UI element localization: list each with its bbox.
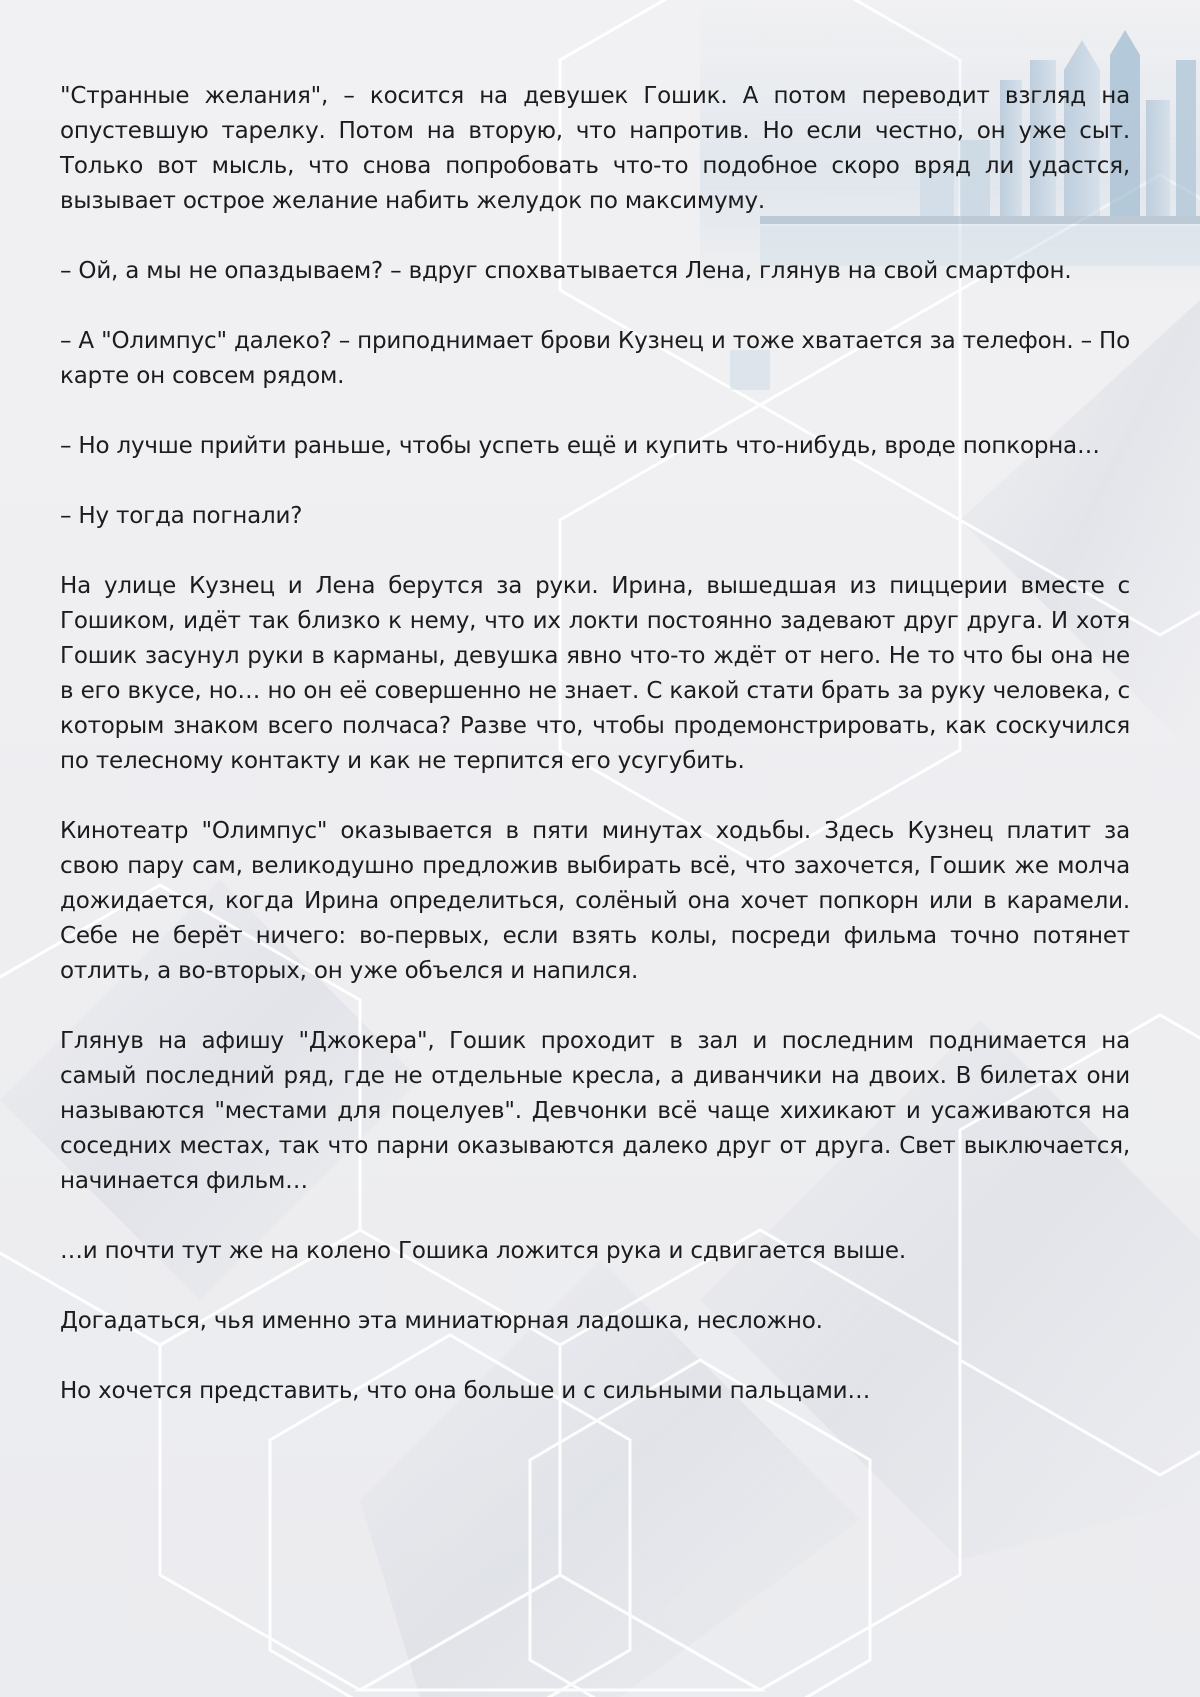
paragraph: – Ой, а мы не опаздываем? – вдруг спохватывается Лена, глянув на свой смартфон. bbox=[60, 258, 1072, 284]
paragraph: На улице Кузнец и Лена берутся за руки. Ирина, вышедшая из пиццерии вместе с Гошиком, идёт так близко к нему, что их локти постоянно задевают друг друга. И хотя Гошик засунул руки в карманы, девушка явно что-то ждёт от него. Не то что бы она не в его вкусе, но… но он её совершенно не знает. С какой стати брать за руку человека, с которым знаком всего полчаса? Разве что, чтобы продемонстрировать, как соскучился по телесному контакту и как не терпится его усугубить. bbox=[60, 573, 1130, 774]
paragraph: – Но лучше прийти раньше, чтобы успеть ещё и купить что-нибудь, вроде попкорна… bbox=[60, 433, 1100, 459]
paragraph: Глянув на афишу "Джокера", Гошик проходит в зал и последним поднимается на самый последний ряд, где не отдельные кресла, а диванчики на двоих. В билетах они называются "местами для поцелуев". Девчонки всё чаще хихикают и усаживаются на соседних местах, так что парни оказываются далеко друг от друга. Свет выключается, начинается фильм… bbox=[60, 1028, 1130, 1194]
paragraph: Догадаться, чья именно эта миниатюрная ладошка, несложно. bbox=[60, 1308, 823, 1334]
paragraph: Кинотеатр "Олимпус" оказывается в пяти минутах ходьбы. Здесь Кузнец платит за свою пару сам, великодушно предложив выбирать всё, что захочется, Гошик же молча дожидается, когда Ирина определиться, солёный она хочет попкорн или в карамели. Себе не берёт ничего: во-первых, если взять колы, посреди фильма точно потянет отлить, а во-вторых, он уже объелся и напился. bbox=[60, 818, 1130, 984]
paragraph: – А "Олимпус" далеко? – приподнимает брови Кузнец и тоже хватается за телефон. – По карте он совсем рядом. bbox=[60, 328, 1130, 389]
paragraph: "Странные желания", – косится на девушек Гошик. А потом переводит взгляд на опустевшую тарелку. Потом на вторую, что напротив. Но если честно, он уже сыт. Только вот мысль, что снова попробовать что-то подобное скоро вряд ли удастся, вызывает острое желание набить желудок по максимуму. bbox=[60, 83, 1130, 214]
document-body bbox=[60, 79, 1130, 1444]
paragraph: …и почти тут же на колено Гошика ложится рука и сдвигается выше. bbox=[60, 1238, 906, 1264]
paragraph: – Ну тогда погнали? bbox=[60, 503, 303, 529]
paragraph: Но хочется представить, что она больше и с сильными пальцами… bbox=[60, 1378, 871, 1404]
